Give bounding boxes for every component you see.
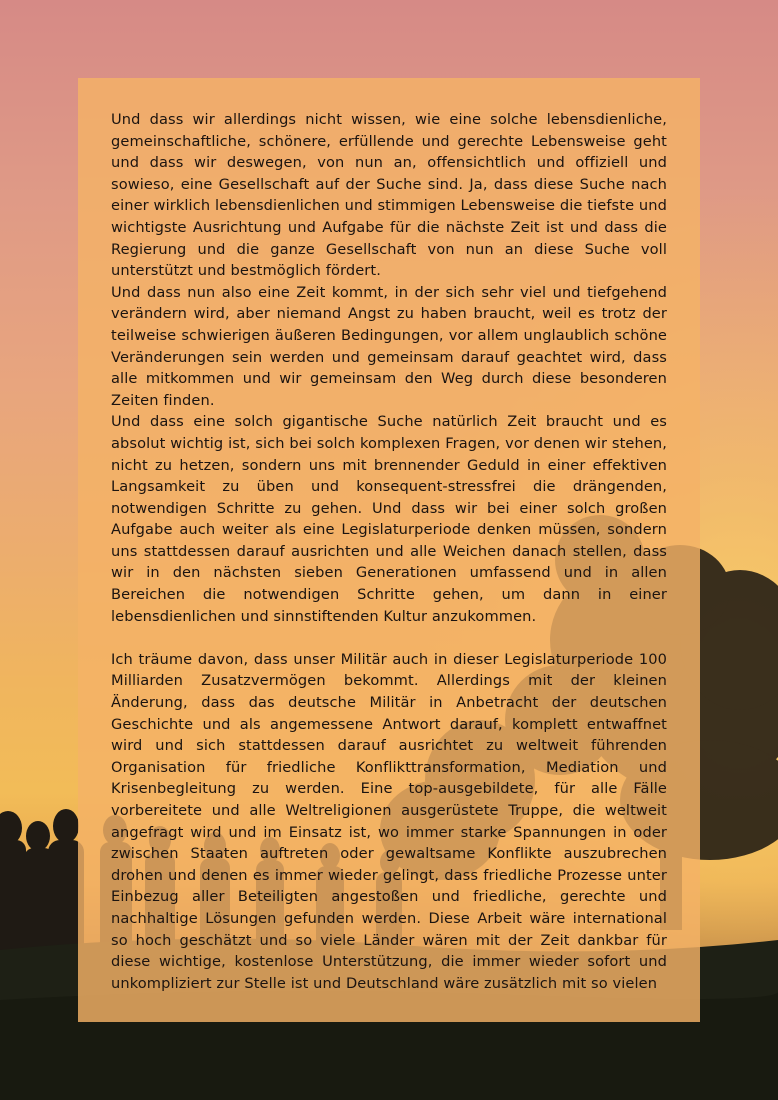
paragraph: Und dass nun also eine Zeit kommt, in der sich sehr viel und tiefgehend verändern wird, aber niemand Angst zu haben braucht, weil es trotz der teilweise schwierigen äußeren Bedingungen, vor allem unglaublich schöne Veränderungen sein werden und gemeinsam darauf geachtet wird, dass alle mitkommen und wir gemeinsam den Weg durch diese besonderen Zeiten finden. [111,283,667,409]
document-body [111,109,667,994]
paragraph: Und dass wir allerdings nicht wissen, wie eine solche lebensdienliche, gemeinschaftliche, schönere, erfüllende und gerechte Lebensweise geht und dass wir deswegen, von nun an, offensichtlich und offiziell und sowieso, eine Gesellschaft auf der Suche sind. Ja, dass diese Suche nach einer wirklich lebensdienlichen und stimmigen Lebensweise die tiefste und wichtigste Ausrichtung und Aufgabe für die nächste Zeit ist und dass die Regierung und die ganze Gesellschaft von nun an diese Suche voll unterstützt und bestmöglich fördert. [111,111,667,280]
paragraph: Und dass eine solch gigantische Suche natürlich Zeit braucht und es absolut wichtig ist, sich bei solch komplexen Fragen, vor denen wir stehen, nicht zu hetzen, sondern uns mit brennender Geduld in einer effektiven Langsamkeit zu üben und konsequent-stressfrei die drängenden, notwendigen Schritte zu gehen. Und dass wir bei einer solch großen Aufgabe auch weiter als eine Legislaturperiode denken müssen, sondern uns stattdessen darauf ausrichten und alle Weichen danach stellen, dass wir in den nächsten sieben Generationen umfassend und in allen Bereichen die notwendigen Schritte gehen, um dann in einer lebensdienlichen und sinnstiftenden Kultur anzukommen. [111,413,667,625]
paragraph: Ich träume davon, dass unser Militär auch in dieser Legislaturperiode 100 Milliarden Zusatzvermögen bekommt. Allerdings mit der kleinen Änderung, dass das deutsche Militär in Anbetracht der deutschen Geschichte und als angemessene Antwort darauf, komplett entwaffnet wird und sich stattdessen darauf ausrichtet zu weltweit führenden Organisation für friedliche Konflikttransformation, Mediation und Krisenbegleitung zu werden. Eine top-ausgebildete, für alle Fälle vorbereitete und alle Weltreligionen ausgerüstete Truppe, die weltweit angefragt wird und im Einsatz ist, wo immer starke Spannungen in oder zwischen Staaten auftreten oder gewaltsame Konflikte auszubrechen drohen und denen es immer wieder gelingt, dass friedliche Prozesse unter Einbezug aller Beteiligten angestoßen und friedliche, gerechte und nachhaltige Lösungen gefunden werden. Diese Arbeit wäre international so hoch geschätzt und so viele Länder wären mit der Zeit dankbar für diese wichtige, kostenlose Unterstützung, die immer wieder sofort und unkompliziert zur Stelle ist und Deutschland wäre zusätzlich mit so vielen [111,650,667,992]
paragraph-spacer [111,627,667,649]
